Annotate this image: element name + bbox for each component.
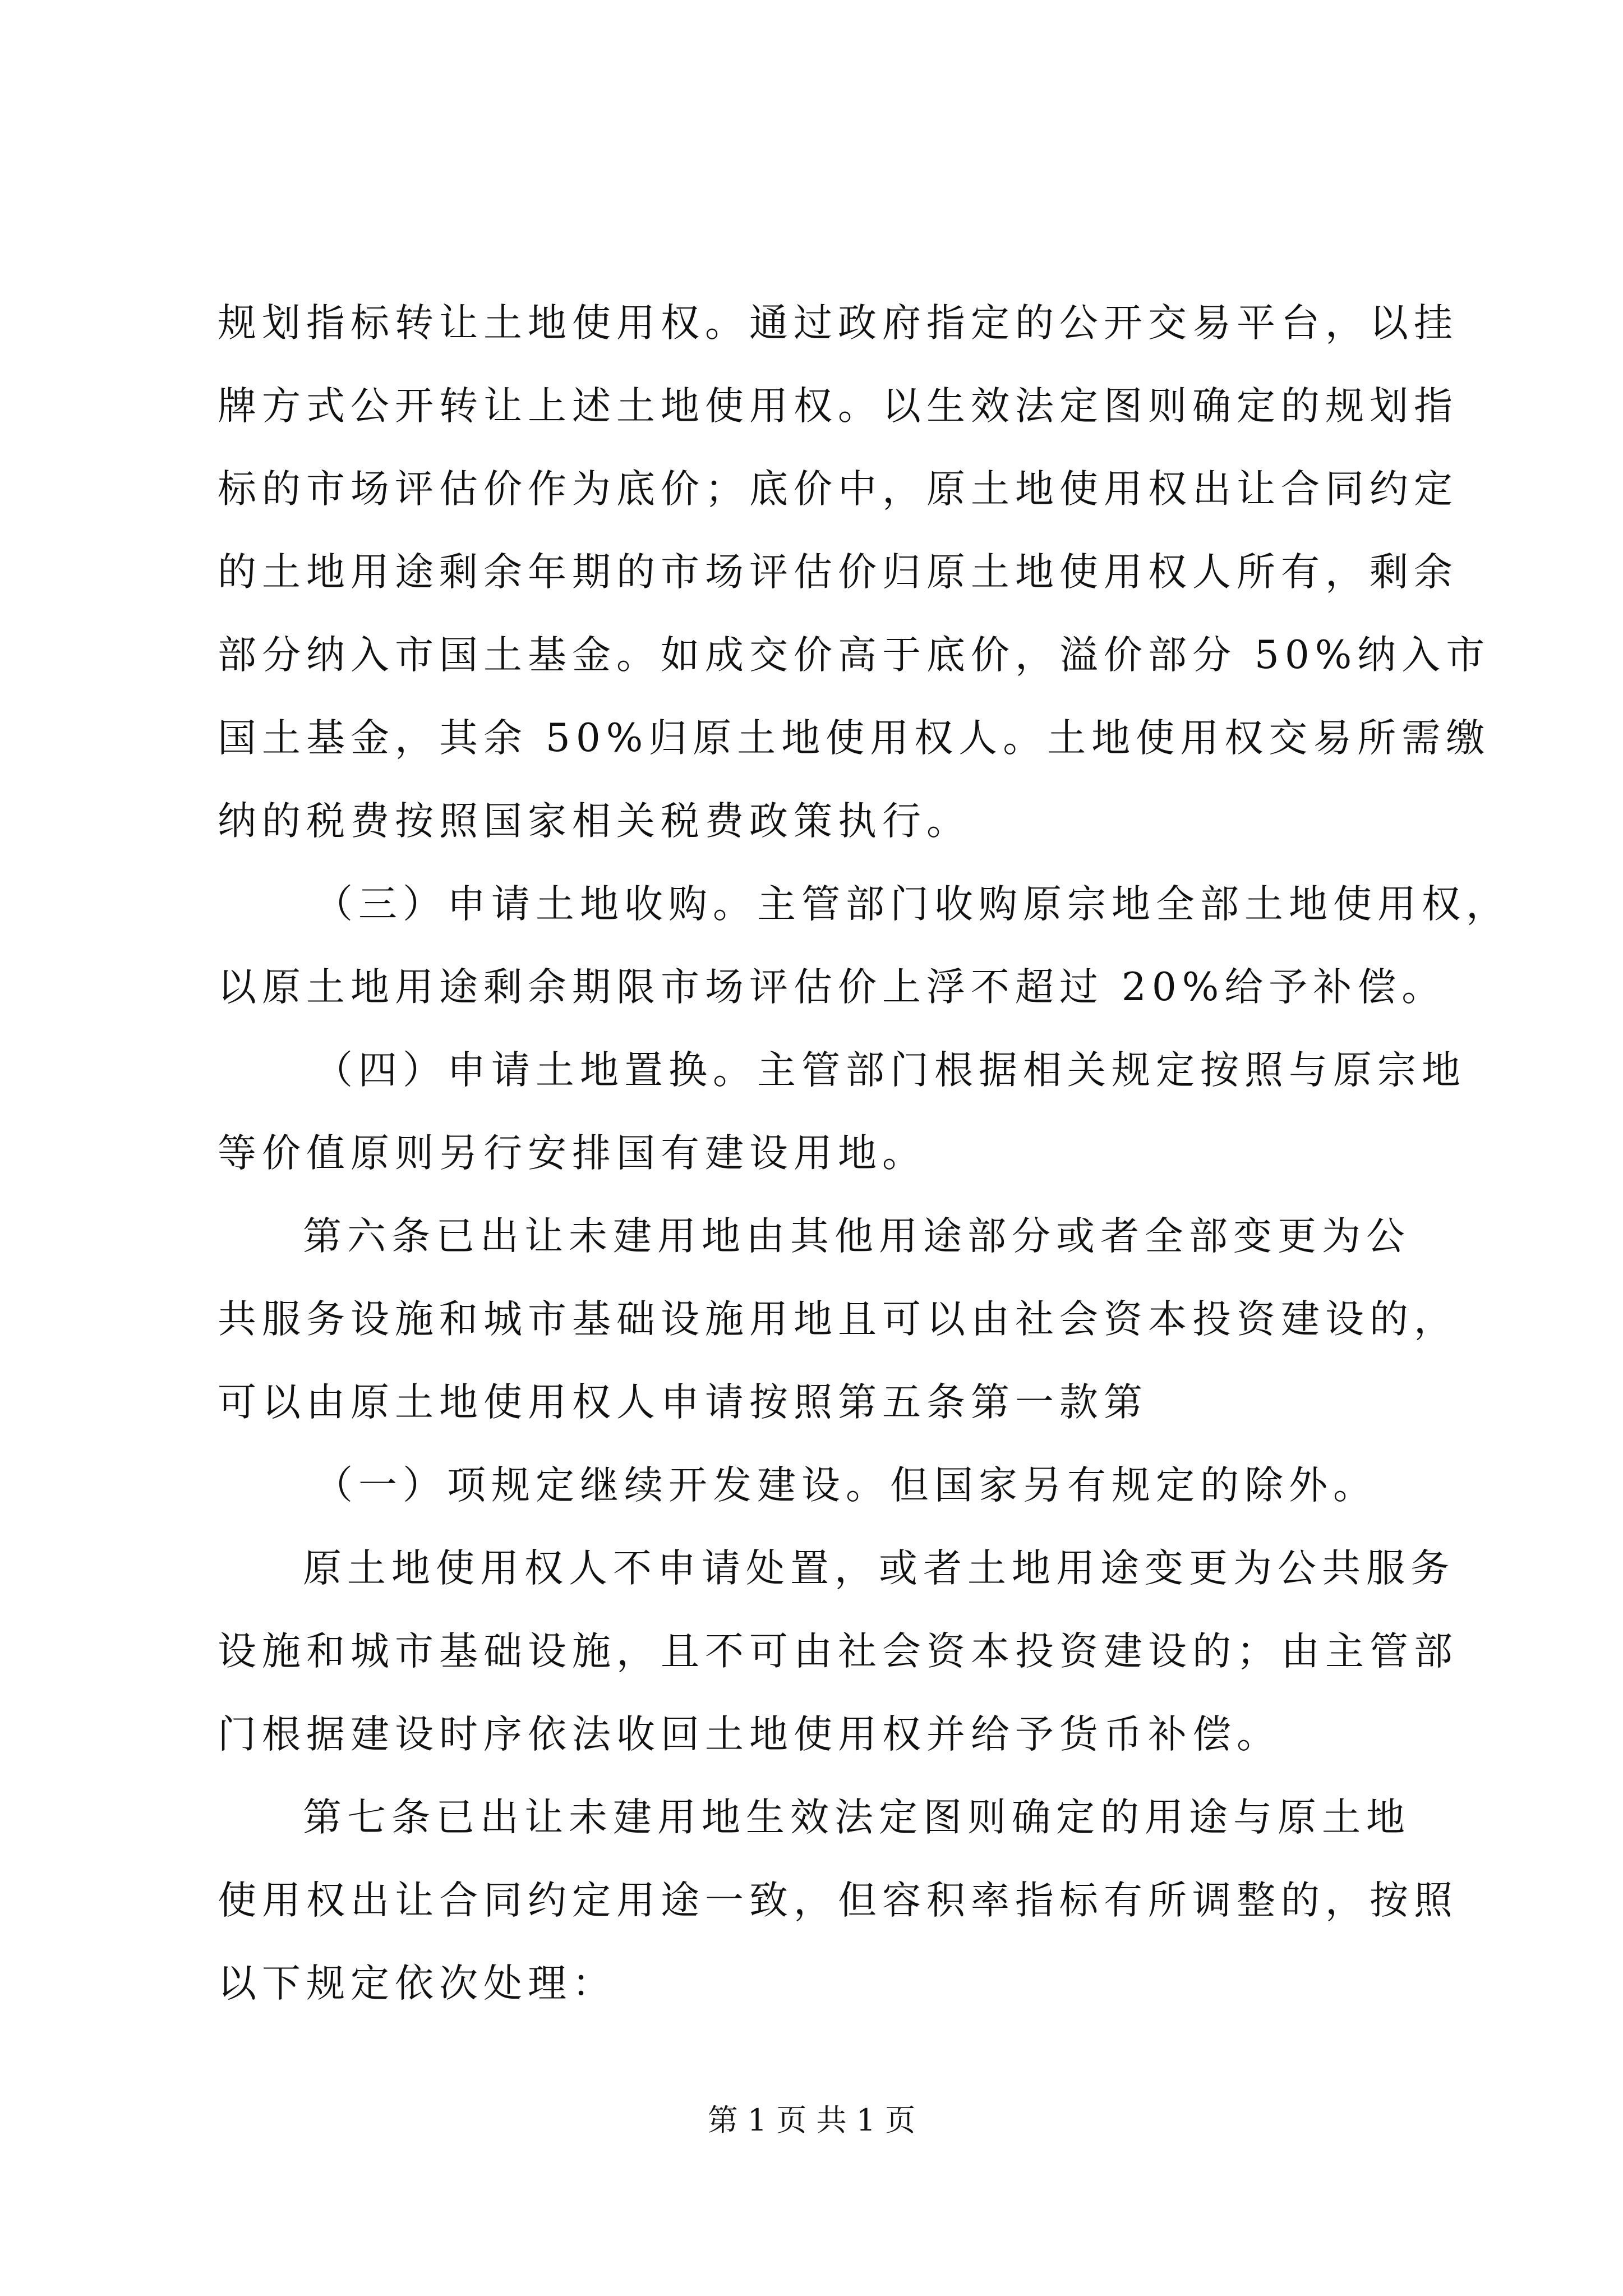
text-line: 的土地用途剩余年期的市场评估价归原土地使用权人所有，剩余 [218, 550, 1458, 595]
text-line: 第七条已出让未建用地生效法定图则确定的用途与原土地 [303, 1795, 1410, 1840]
text-line: 共服务设施和城市基础设施用地且可以由社会资本投资建设的， [218, 1297, 1458, 1342]
text-line: 规划指标转让土地使用权。通过政府指定的公开交易平台，以挂 [218, 301, 1458, 346]
text-line: 牌方式公开转让上述土地使用权。以生效法定图则确定的规划指 [218, 384, 1458, 429]
text-line: 设施和城市基础设施，且不可由社会资本投资建设的；由主管部 [218, 1629, 1458, 1674]
text-line: 纳的税费按照国家相关税费政策执行。 [218, 799, 971, 844]
text-line: （一）项规定继续开发建设。但国家另有规定的除外。 [314, 1463, 1377, 1508]
text-line: （三）申请土地收购。主管部门收购原宗地全部土地使用权， [314, 882, 1510, 927]
text-line: 部分纳入市国土基金。如成交价高于底价，溢价部分 50%纳入市 [218, 633, 1491, 678]
text-line: 以原土地用途剩余期限市场评估价上浮不超过 20%给予补偿。 [218, 965, 1446, 1010]
text-line: 第六条已出让未建用地由其他用途部分或者全部变更为公 [303, 1214, 1410, 1259]
text-line: 原土地使用权人不申请处置，或者土地用途变更为公共服务 [303, 1546, 1455, 1591]
text-line: （四）申请土地置换。主管部门根据相关规定按照与原宗地 [314, 1048, 1466, 1093]
page-number-footer: 第 1 页 共 1 页 [707, 2102, 916, 2138]
text-line: 以下规定依次处理： [218, 1961, 616, 2006]
text-line: 国土基金，其余 50%归原土地使用权人。土地使用权交易所需缴 [218, 716, 1491, 761]
text-line: 可以由原土地使用权人申请按照第五条第一款第 [218, 1380, 1148, 1425]
text-line: 等价值原则另行安排国有建设用地。 [218, 1131, 926, 1176]
text-line: 使用权出让合同约定用途一致，但容积率指标有所调整的，按照 [218, 1878, 1458, 1923]
text-line: 标的市场评估价作为底价；底价中，原土地使用权出让合同约定 [218, 467, 1458, 512]
text-line: 门根据建设时序依法收回土地使用权并给予货币补偿。 [218, 1712, 1281, 1757]
